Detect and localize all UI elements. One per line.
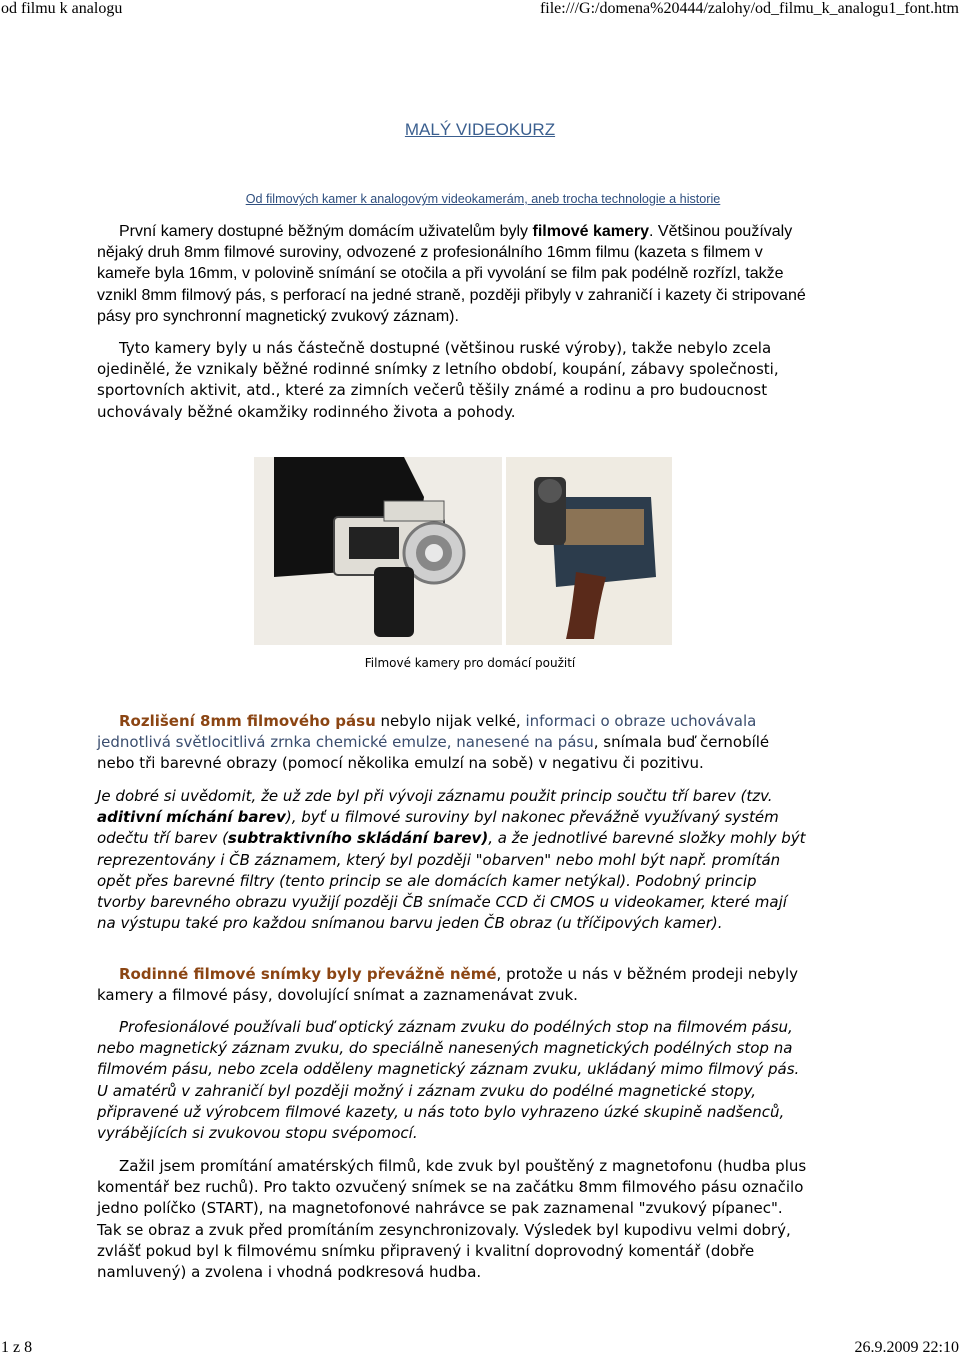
filmove-kamery-emphasis: filmové kamery xyxy=(532,223,650,240)
camera-left-illustration xyxy=(254,457,502,645)
paragraph-professional-sound: Profesionálové používali buď optický záznam zvuku do podélných stop na filmovém pásu, nebo magnetický záznam zvuku, do speciálně nanesených magnetických podélných stop na filmovém pásu, nebo zcela odděleny magnetický záznam zvuku, ukládaný mimo filmový pás. U amatérů v zahraničí byl později možný i záznam zvuku do podélné magnetické stopy, připravené už výrobcem filmové kazety, u nás toto bylo vyhrazeno úzké skupině nadšenců, vyrábějících si zvukovou stopu svépomocí. xyxy=(97,1018,800,1143)
camera-right-illustration xyxy=(506,457,672,645)
paragraph-color-mixing: Je dobré si uvědomit, že už zde byl při vývoji záznamu použit princip součtu tří barev (tzv. aditivní míchání barev), byť u filmové suroviny byl nakonec převážně využívaný systém odečtu tří barev (subtraktivního skládání barev), a že jednotlivé barevné složky mohly být reprezentovány i ČB záznamem, který byl později "obarven" nebo mohl být např. promítán opět přes barevné filtry (tento princip se ale domácích kamer netýkal). Podobný princip tvorby barevného obrazu využijí později ČB snímače CCD či CMOS u videokamer, které mají na výstupu také pro každou snímanou barvu jeden ČB obraz (u tříčipových kamer). xyxy=(97,787,806,933)
paragraph-projection-memory: Zažil jsem promítání amatérských filmů, kde zvuk byl pouštěný z magnetofonu (hudba plus komentář bez ruchů). Pro takto ozvučený snímek se na začátku 8mm filmového pásu označilo jedno políčko (START), na magnetofonové nahrávce se pak zaznamenal "zvukový pípanec". Tak se obraz a zvuk před promítáním zesynchronizovaly. Výsledek byl kupodivu velmi dobrý, zvlášť pokud byl k filmovému snímku připravený i kvalitní doprovodný komentář (dobře namluvený) a zvolena i vhodná podkresová hudba. xyxy=(97,1157,807,1282)
page-subtitle[interactable]: Od filmových kamer k analogovým videokamerám, aneb trocha technologie a historie xyxy=(245,192,721,206)
page-counter: 1 z 8 xyxy=(1,1339,33,1356)
browser-page-title: od filmu k analogu xyxy=(1,0,123,17)
photo-camera-left xyxy=(254,457,502,645)
image-caption: Filmové kamery pro domácí použití xyxy=(364,656,576,670)
paragraph-intro: První kamery dostupné běžným domácím uživatelům byly filmové kamery. Většinou používaly nějaký druh 8mm filmové suroviny, odvozené z profesionálního 16mm filmu (kazeta s filmem v kameře byla 16mm, v polovině snímání se otočila a při vyvolání se film pak podélně rozřízl, takže vznikl 8mm filmový pás, s perforací na jedné straně, později přibyly v zahraničí i kazety či stripované pásy pro synchronní magnetický zvukový záznam). xyxy=(97,223,806,325)
paragraph-availability: Tyto kamery byly u nás částečně dostupné (většinou ruské výroby), takže nebylo zcela ojedinělé, že vznikaly běžné rodinné snímky z letního období, koupání, zábavy společnosti, sportovních aktivit, atd., které za zimních večerů těšily známé a rodinu a pro budoucnost uchovávaly běžné okamžiky rodinného života a pohody. xyxy=(97,339,779,421)
print-timestamp: 26.9.2009 22:10 xyxy=(854,1339,959,1356)
paragraph-silent-films: Rodinné filmové snímky byly převážně němé, protože u nás v běžném prodeji nebyly kamery a filmové pásy, dovolující snímat a zaznamenávat zvuk. xyxy=(97,965,799,1005)
page-title[interactable]: MALÝ VIDEOKURZ xyxy=(404,120,556,139)
paragraph-resolution: Rozlišení 8mm filmového pásu nebylo nijak velké, informaci o obraze uchovávala jednotlivá světlocitlivá zrnka chemické emulze, nanesené na pásu, snímala buď černobílé nebo tři barevné obrazy (pomocí několika emulzí na sobě) v negativu či pozitivu. xyxy=(97,712,770,773)
photo-camera-right xyxy=(506,457,672,645)
browser-page-url: file:///G:/domena%20444/zalohy/od_filmu_k_analogu1_font.htm xyxy=(539,0,959,17)
